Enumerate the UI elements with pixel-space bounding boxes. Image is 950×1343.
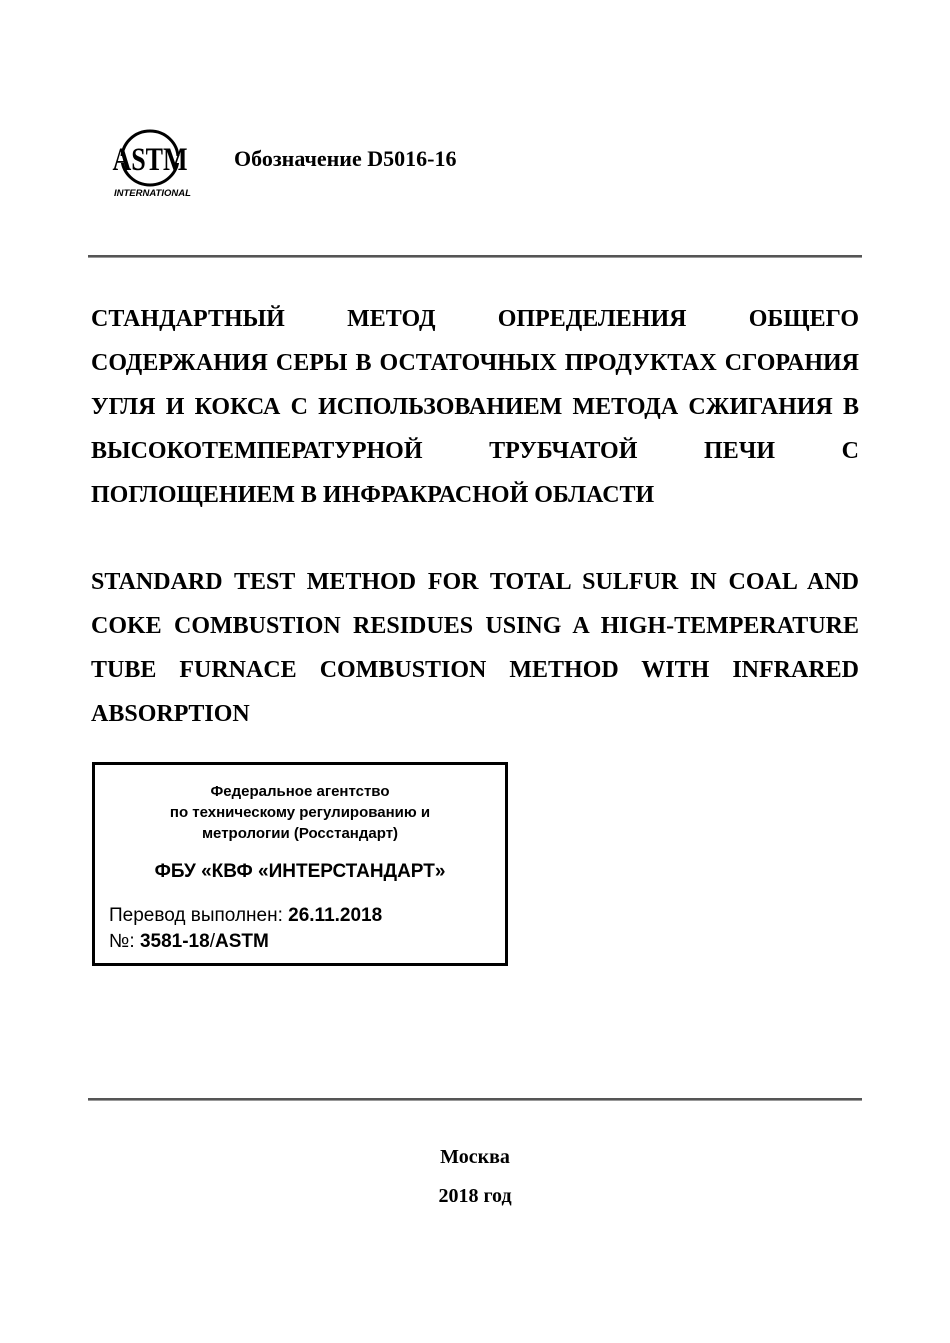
translation-label: Перевод выполнен: [109,905,283,926]
number-label: №: [109,931,135,952]
translation-date: 26.11.2018 [288,905,383,926]
publication-year: 2018 год [438,1185,512,1207]
stamp-organization: ФБУ «КВФ «ИНТЕРСТАНДАРТ» [154,861,446,882]
logo-subtext: INTERNATIONAL [114,188,191,199]
title-english: STANDARD TEST METHOD FOR TOTAL SULFUR IN COAL AND COKE COMBUSTION RESIDUES USING A HIGH-TEMPERATURE TUBE FURNACE COMBUSTION METHOD WITH INFRARED ABSORPTION [91,569,859,727]
number-suffix: ASTM [214,931,269,952]
stamp-agency-line: по техническому регулированию и [169,804,431,821]
divider-bottom [88,1098,862,1101]
publication-city: Москва [440,1146,510,1168]
stamp-translation-date-line [109,905,382,927]
stamp-agency [95,781,505,844]
document-designation: Обозначение D5016-16 [234,146,457,171]
title-russian: СТАНДАРТНЫЙ МЕТОД ОПРЕДЕЛЕНИЯ ОБЩЕГО СОДЕРЖАНИЯ СЕРЫ В ОСТАТОЧНЫХ ПРОДУКТАХ СГОРАНИЯ УГЛЯ И КОКСА С ИСПОЛЬЗОВАНИЕМ МЕТОДА СЖИГАНИЯ В ВЫСОКОТЕМПЕРАТУРНОЙ ТРУБЧАТОЙ ПЕЧИ С ПОГЛОЩЕНИЕМ В ИНФРАКРАСНОЙ ОБЛАСТИ [91,306,859,508]
number-value: 3581-18 [139,931,210,952]
translation-stamp [92,762,508,966]
stamp-agency-line: метрологии (Росстандарт) [201,825,399,842]
divider-top [88,255,862,258]
stamp-agency-line: Федеральное агентство [210,783,390,800]
stamp-number-line [109,931,269,953]
logo-mark-text: ASTM [112,142,188,178]
astm-logo [112,126,196,200]
number-slash: / [209,931,215,952]
